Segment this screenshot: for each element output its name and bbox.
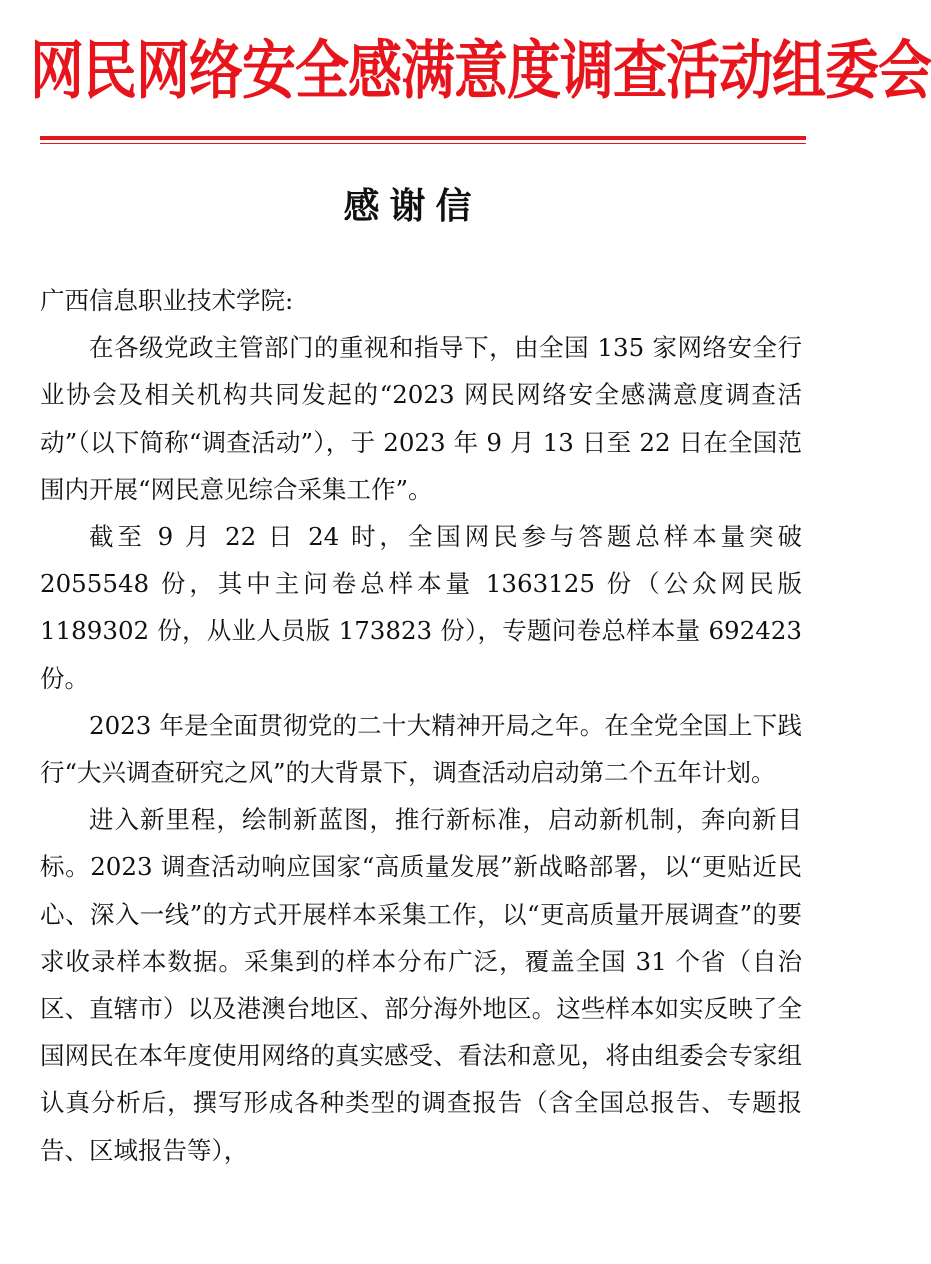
salutation: 广西信息职业技术学院: <box>40 286 294 315</box>
paragraph-4: 进入新里程，绘制新蓝图，推行新标准，启动新机制，奔向新目标。2023 调查活动响应国家“高质量发展”新战略部署，以“更贴近民心、深入一线”的方式开展样本采集工作，以“更高质量开展调查”的要求收录样本数据。采集到的样本分布广泛，覆盖全国 31 个省（自治区、直辖市）以及港澳台地区、部分海外地区。这些样本如实反映了全国网民在本年度使用网络的真实感受、看法和意见，将由组委会专家组认真分析后，撰写形成各种类型的调查报告（含全国总报告、专题报告、区域报告等）， <box>40 805 802 1165</box>
paragraph-3: 2023 年是全面贯彻党的二十大精神开局之年。在全党全国上下践行“大兴调查研究之风”的大背景下，调查活动启动第二个五年计划。 <box>40 710 802 788</box>
paragraph-1: 在各级党政主管部门的重视和指导下，由全国 135 家网络安全行业协会及相关机构共同发起的“2023 网民网络安全感满意度调查活动”（以下简称“调查活动”），于 2023 年 9 月 13 日至 22 日在全国范围内开展“网民意见综合采集工作”。 <box>40 333 802 504</box>
letter-title: 感谢信 <box>343 185 482 227</box>
letterhead-organization: 网民网络安全感满意度调查活动组委会 <box>30 32 931 108</box>
letter-body <box>40 277 802 1174</box>
letterhead-rule-thick <box>40 136 806 140</box>
paragraph-2: 截至 9 月 22 日 24 时，全国网民参与答题总样本量突破 2055548 份，其中主问卷总样本量 1363125 份（公众网民版 1189302 份，从业人员版 173823 份），专题问卷总样本量 692423 份。 <box>40 522 802 693</box>
letterhead-rule-thin <box>40 143 806 144</box>
